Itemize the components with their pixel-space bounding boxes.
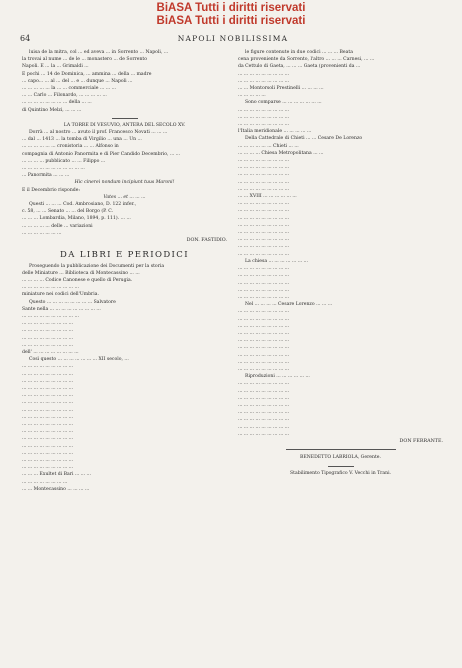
- text-line: ... ... ... ... ... ... ... ... ...: [22, 436, 74, 442]
- text-line: Questo ... ... ... ... ... ... ... ... Salvatore: [29, 299, 116, 305]
- text-line: ... ... ... ... ... ... ... ... ...: [238, 359, 290, 365]
- text-line: ... ... ... ... ... ... ... ... ...: [238, 266, 290, 272]
- text-line: ... ... ... ... ... ... ... ... ...: [238, 309, 290, 315]
- left-column: [22, 50, 227, 494]
- text-line: ... ... ... ... ... ... ... ... ...: [22, 407, 74, 413]
- divider: [328, 466, 354, 467]
- text-line: da Cettulo di Gaeta, ... ... ... Gaeta (provenienti da ...: [238, 64, 361, 70]
- text-line: ... ... ... ... ... ... ... ... ...: [22, 414, 74, 420]
- text-line: ... ... ... ... ... ... ... ... ...: [22, 364, 74, 370]
- divider: [112, 118, 138, 119]
- text-block: [238, 302, 443, 373]
- text-line: ... ... ... ... ... ... ... ... ...: [22, 378, 74, 384]
- text-line: ... ... ... ... ... ... ... ... ...: [238, 294, 290, 300]
- text-line: ... ... ... ... ... ... ... ... ...: [238, 287, 290, 293]
- text-line: Nel ... ... ... ... Cesare Lorenzo ... ... ...: [245, 302, 333, 308]
- text-line: ... ... ... ... ... ... ... ... ...: [238, 186, 290, 192]
- text-line: ... ... ... ... ... ... ... ... ... ... ...: [22, 166, 85, 172]
- text-line: ... ... ... ... ... ... ... ... della ... ...: [22, 100, 92, 106]
- text-line: compagnia di Antonio Panormita e di Pier Candido Decembrio, ... ...: [22, 151, 181, 157]
- text-line: ... ... ... ... ... ... ... ... ...: [238, 316, 290, 322]
- verse-intro: E il Decembrio risponde:: [22, 187, 80, 193]
- text-line: ... ... ... ... ... ... ... ... ...: [238, 395, 290, 401]
- text-line: ... ... ... ... ... ... ... ... ...: [22, 393, 74, 399]
- text-line: ... ... ... ... ... ... ... ... ...: [238, 122, 290, 128]
- text-block: [22, 202, 227, 237]
- text-line: ... ... ... ... pubblicato ... ... Filippo ...: [22, 158, 106, 164]
- text-line: ... ... ... ... ... ... ... ... ...: [238, 431, 290, 437]
- text-line: La chiesa ... ... ... ... ... ... ...: [245, 258, 308, 264]
- text-block: [22, 264, 227, 299]
- text-line: ... ... ... ... ... ... ... ... ...: [22, 371, 74, 377]
- text-line: ... ... ... ... ... ... ... ... ...: [238, 158, 290, 164]
- text-line: ... ... ... ... ... ... ... ... ...: [22, 465, 74, 471]
- right-column: [238, 50, 443, 478]
- text-line: ... ... ... ... ... ... ... ... ...: [238, 273, 290, 279]
- text-line: ... ... ... ... ... ... ... ... ...: [238, 208, 290, 214]
- text-line: Sono comparse ... ... ... ... ... ... ...: [245, 100, 322, 106]
- text-line: ... ... Montorsoli Prestinelli ... ... ... ...: [238, 86, 324, 92]
- text-block: [22, 357, 227, 493]
- text-line: c. 58, ... ... Senato ... ... del Borgo (P. C.: [22, 209, 114, 215]
- text-line: ... ... ... ... ... ... ... ... ...: [238, 402, 290, 408]
- text-line: ... ... ... ... ... ... ... ... ...: [22, 422, 74, 428]
- text-line: ... ... ... Exultet di Bari ... ... ...: [22, 472, 91, 478]
- text-line: ... ... ... ... ...: [238, 93, 266, 99]
- text-line: ... ... ... ... ... ... Chieti ... ...: [238, 143, 299, 149]
- text-line: ... ... ... ... ... ... ... ... ...: [238, 172, 290, 178]
- text-line: ... ... ... ... ... ... ... ... ...: [22, 321, 74, 327]
- text-block: [238, 136, 443, 257]
- text-line: ... ... ... ... ... ... ... ... ...: [22, 386, 74, 392]
- text-line: ... ... ... ... ... ... ... ... ...: [22, 450, 74, 456]
- text-line: ... ... ... ... ... ... ... ... ...: [238, 330, 290, 336]
- imprint: [238, 455, 443, 476]
- text-line: ... ... ... ... ... ... ... ...: [22, 479, 68, 485]
- page-header: [20, 34, 446, 46]
- text-line: ... ... ... ... ... ... ... ... ...: [238, 165, 290, 171]
- text-line: ... ... ... ... ... ... ... ... ...: [238, 352, 290, 358]
- text-line: ... ... ... ... ... ... ... ... ...: [238, 201, 290, 207]
- text-line: ... ... ... ... ... ... ... ... ...: [22, 443, 74, 449]
- signature: DON FERRANTE.: [399, 438, 443, 444]
- text-line: ... ... ... ... ... ... ... ... ...: [238, 417, 290, 423]
- text-line: Proseguendo la pubblicazione dei Documenti per la storia: [29, 263, 165, 269]
- text-line: le figure contenute in due codici ... ... ... Beata: [245, 50, 353, 55]
- text-line: ... dal ... 1413 ... la tomba di Virgilio ... una ... Un ...: [22, 137, 142, 143]
- text-line: ... ... ... ... ... ... ... ... ...: [22, 429, 74, 435]
- text-line: ... capo... ... al ... del ... e ... dunque ... Napoli ...: [22, 78, 133, 84]
- text-line: ... ... ... ... ... ... ... ... ...: [238, 71, 290, 77]
- verse-line: Vates ... et ... ... ...: [103, 194, 146, 200]
- text-block: [22, 50, 227, 114]
- watermark-line: BiASA Tutti i diritti riservati: [156, 15, 306, 27]
- text-line: ... Panormita ... ... ...: [22, 173, 70, 179]
- text-line: ... ... ... ... ... ... ... ... ...: [238, 230, 290, 236]
- text-line: ... ... ... ... Chiesa Metropolitana ... ...: [238, 150, 324, 156]
- section-title: DA LIBRI E PERIODICI: [60, 249, 189, 260]
- text-line: ... ... ... ... ... ... ...: [22, 230, 62, 236]
- text-line: ... ... ... ... ... ... ... ... ...: [22, 400, 74, 406]
- text-block: [238, 100, 443, 135]
- text-line: ... ... ... ... ... ... ... ... ...: [238, 410, 290, 416]
- text-line: ... ... ... ... ... ... ... ... ...: [238, 388, 290, 394]
- text-line: ... ... ... ... ... ... ... ... ...: [238, 114, 290, 120]
- text-line: ... ... ... ... ... ... ... ... ...: [238, 222, 290, 228]
- text-line: ... ... ... ... ... ... ... ... ...: [22, 335, 74, 341]
- text-line: E pochi ... 14 de Dominica, ... ammina ... della ... madre: [22, 71, 152, 77]
- text-line: ... ... ... ... ... ... ... ... ...: [238, 366, 290, 372]
- text-line: cena proveniente da Sorrento, l'altro ... ... ... Carnesi, ... ...: [238, 57, 375, 63]
- text-block: [238, 259, 443, 301]
- text-line: Della Cattedrale di Chieti ... ... Cesare De Lorenzo: [245, 136, 363, 142]
- text-line: ... ... ... ... ... ... ... ... ...: [238, 424, 290, 430]
- text-line: ... ... ... ... ... ... ... ... ...: [22, 458, 74, 464]
- text-line: di Quintino Melzi, ... ... ...: [22, 107, 82, 113]
- text-line: ... ... ... ... ... ... ... ... ...: [238, 215, 290, 221]
- text-block: [238, 50, 443, 99]
- text-line: ... ... ... ... ... delle ... variazioni: [22, 223, 93, 229]
- verse-line: Hic cinerei nondum incipiunt tuus Maroni!: [74, 180, 175, 186]
- text-line: ... ... Carlo ... Filonardo, ... ... ... ... ...: [22, 93, 107, 99]
- text-line: ... ... ... ... ... ... ... ... ... ...: [22, 285, 79, 291]
- text-line: ... ... ... ... ... ... ... ... ...: [238, 179, 290, 185]
- text-block: [22, 130, 227, 179]
- text-line: ... ... ... ... ... ... ... ... ...: [238, 280, 290, 286]
- text-line: ... ... ... ... ... ... ... ... ...: [238, 345, 290, 351]
- text-block: [22, 300, 227, 357]
- text-line: ... ... ... ... ... la ... ... commerciale ... ... ...: [22, 86, 117, 92]
- text-line: Dorrà ... al nostro ... avuto il prof. Francesco Novati ... ... ...: [29, 130, 168, 136]
- text-line: ... ... Montecassino ... ... ... ...: [22, 486, 90, 492]
- editor-credit: BENEDETTO LABRIOLA, Gerente.: [300, 455, 381, 461]
- text-line: ... ... ... ... ... ... ... ... ...: [238, 237, 290, 243]
- watermark: [0, 2, 462, 28]
- text-line: la trovai al nume ... de le ... monastero ... de Sorrento: [22, 57, 148, 63]
- text-line: ... ... XVIII ... ... ... ... ... ...: [238, 194, 297, 200]
- text-line: ... ... ... ... ... ... ... ... ...: [238, 251, 290, 257]
- running-title: NAPOLI NOBILISSIMA: [177, 34, 289, 43]
- text-block: [238, 374, 443, 438]
- text-line: ... ... ... ... ... ... cronistoria ... ... Alfonso in: [22, 144, 119, 150]
- printer-credit: Stabilimento Tipografico V. Vecchi in Trani.: [289, 470, 392, 476]
- divider: [286, 449, 396, 450]
- text-line: delle Miniature ... Biblioteca di Montecassino ... ...: [22, 270, 140, 276]
- text-line: ... ... ... Lombardia, Milano, 1894, p. 111). ... ...: [22, 216, 131, 222]
- sub-heading: LA TORRE DI VESUVIO, ANTERA DEL SECOLO XV.: [63, 122, 186, 128]
- text-line: ... ... ... ... ... ... ... ... ... ...: [22, 314, 79, 319]
- text-line: miniature nei codici dell'Umbria.: [22, 292, 99, 298]
- text-line: ... ... ... ... ... ... ... ... ...: [238, 323, 290, 329]
- text-line: Così questo ... ... ... ... ... ... ... XII secolo, ...: [29, 357, 129, 363]
- text-line: ... ... ... ... ... ... ... ... ...: [22, 342, 74, 348]
- text-line: ... ... ... ... ... ... ... ... ...: [238, 381, 290, 387]
- page-number: 64: [20, 34, 31, 43]
- text-line: ... ... ... ... ... ... ... ... ...: [238, 78, 290, 84]
- text-line: ... ... ... ... ... ... ... ... ...: [238, 107, 290, 113]
- text-line: Riproduzioni ... ... ... ... ... ...: [245, 374, 310, 380]
- text-line: luisa de la mitra, col ... ed aveva ... in Sorrento ... Napoli, ...: [29, 50, 169, 55]
- signature: DON. FASTIDIO.: [186, 238, 227, 244]
- text-line: ... ... ... ... ... ... ... ... ...: [22, 328, 74, 334]
- text-line: l'Italia meridionale ... ... ... ... ...: [238, 129, 312, 135]
- watermark-line: BiASA Tutti i diritti riservati: [156, 2, 306, 14]
- text-line: Sante nella ... ... ... ... ... ... ... ... ...: [22, 306, 101, 312]
- text-line: ... ... ... ... ... ... ... ... ...: [238, 244, 290, 250]
- text-line: ... ... ... ... Codice Canonese e quello di Perugia.: [22, 277, 133, 283]
- text-line: ... ... ... ... ... ... ... ... ...: [238, 338, 290, 344]
- text-line: dell' ... ... ... ... ... ... ... ...: [22, 350, 79, 356]
- text-line: Questi ... ... ... Cod. Ambrosiano, D. 122 infer.,: [29, 202, 137, 208]
- text-line: Napoli. E ... la ... Grimaldi ...: [22, 64, 89, 70]
